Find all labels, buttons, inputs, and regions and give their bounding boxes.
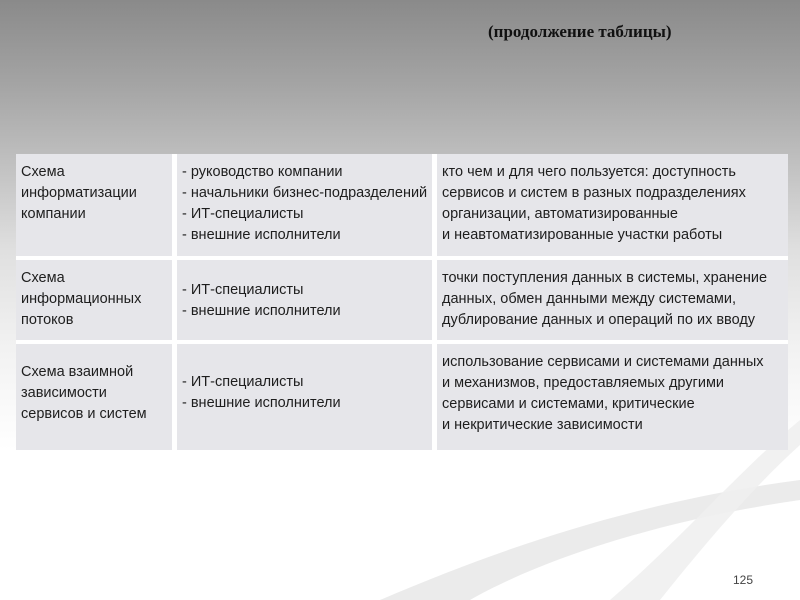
participants-cell: - ИТ-специалисты - внешние исполнители — [177, 344, 432, 450]
description-cell: использование сервисами и системами данных и механизмов, предоставляемых другими сервисами и системами, критические и некритические зависимости — [437, 344, 788, 450]
slide-title: (продолжение таблицы) — [488, 22, 672, 41]
scheme-name-cell: Схема информатизации компании — [16, 154, 172, 256]
table-row — [16, 154, 788, 256]
description-cell: кто чем и для чего пользуется: доступность сервисов и систем в разных подразделениях организации, автоматизированные и неавтоматизированные участки работы — [437, 154, 788, 256]
table-row — [16, 344, 788, 450]
scheme-name-cell: Схема информационных потоков — [16, 260, 172, 340]
description-cell: точки поступления данных в системы, хранение данных, обмен данными между системами, дублирование данных и операций по их вводу — [437, 260, 788, 340]
participants-cell: - руководство компании - начальники бизнес-подразделений - ИТ-специалисты - внешние исполнители — [177, 154, 432, 256]
participants-cell: - ИТ-специалисты - внешние исполнители — [177, 260, 432, 340]
scheme-name-cell: Схема взаимной зависимости сервисов и систем — [16, 344, 172, 450]
continuation-table — [16, 154, 788, 450]
page-number: 125 — [733, 573, 754, 587]
table-row — [16, 260, 788, 340]
